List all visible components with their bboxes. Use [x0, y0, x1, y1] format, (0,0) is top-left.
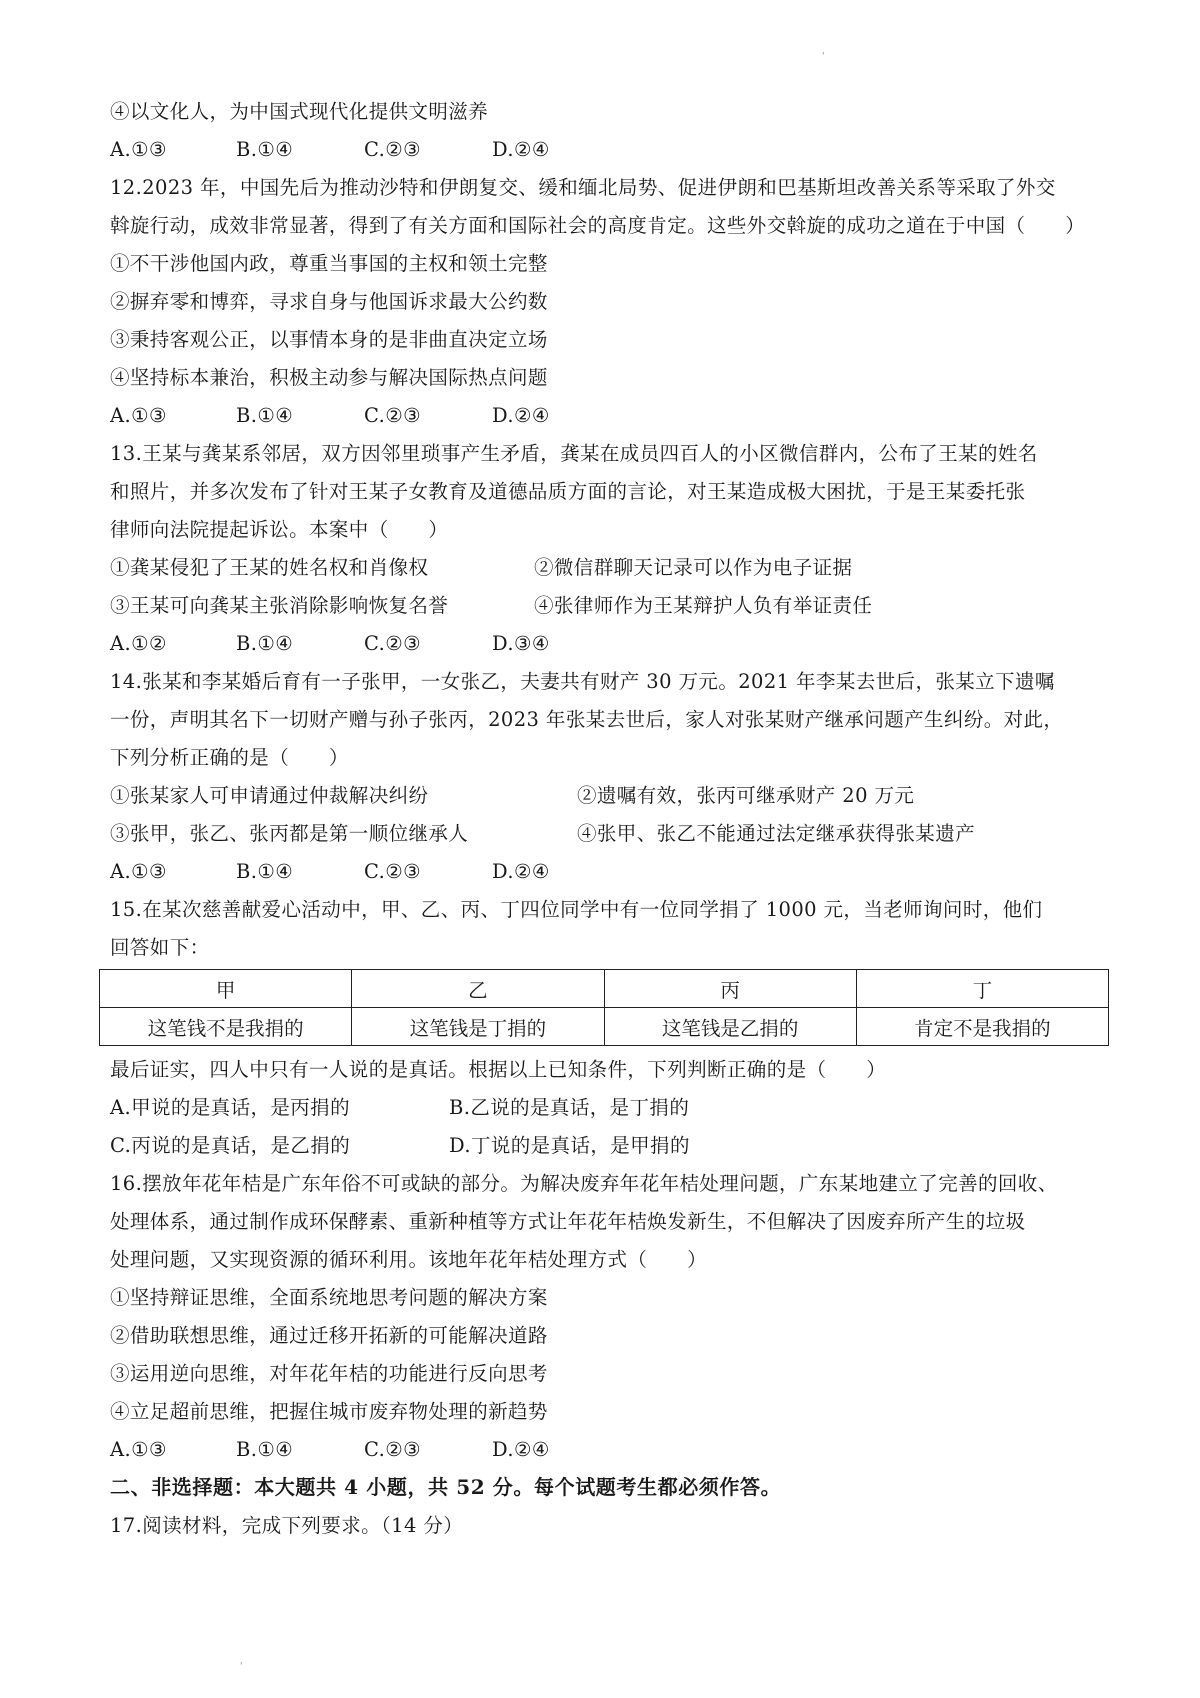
q11-option-a: A.①③: [110, 138, 167, 161]
q14-item-1: ①张某家人可申请通过仲裁解决纠纷: [110, 784, 429, 807]
q16-option-c: C.②③: [364, 1438, 421, 1461]
q14-stem-line-2: 一份，声明其名下一切财产赠与孙子张丙，2023 年张某去世后，家人对张某财产继承问题产生纠纷。对此，: [110, 708, 1064, 731]
q15-option-d: D.丁说的是真话，是甲捐的: [449, 1134, 690, 1157]
q14-option-b: B.①④: [236, 860, 294, 883]
scan-mark-top: ': [822, 52, 825, 62]
q14-option-d: D.②④: [492, 860, 550, 883]
q12-stem-line-1: 12.2023 年，中国先后为推动沙特和伊朗复交、缓和缅北局势、促进伊朗和巴基斯坦改善关系等采取了外交: [110, 176, 1056, 199]
q12-item-1: ①不干涉他国内政，尊重当事国的主权和领土完整: [110, 252, 548, 275]
q12-item-2: ②摒弃零和博弈，寻求自身与他国诉求最大公约数: [110, 290, 548, 313]
q11-option-b: B.①④: [236, 138, 294, 161]
q12-item-4: ④坚持标本兼治，积极主动参与解决国际热点问题: [110, 366, 548, 389]
q15-after-table: 最后证实，四人中只有一人说的是真话。根据以上已知条件，下列判断正确的是（ ）: [110, 1058, 887, 1081]
table-cell: 肯定不是我捐的: [856, 1008, 1108, 1046]
table-cell: 这笔钱不是我捐的: [100, 1008, 352, 1046]
q14-option-a: A.①③: [110, 860, 167, 883]
q15-option-b: B.乙说的是真话，是丁捐的: [449, 1096, 690, 1119]
q15-option-a: A.甲说的是真话，是丙捐的: [110, 1096, 350, 1119]
q11-item-4: ④以文化人，为中国式现代化提供文明滋养: [110, 100, 489, 123]
q13-stem-line-1: 13.王某与龚某系邻居，双方因邻里琐事产生矛盾，龚某在成员四百人的小区微信群内，公布了王某的姓名: [110, 442, 1038, 465]
table-header-cell: 丙: [604, 970, 856, 1008]
q16-stem-line-3: 处理问题，又实现资源的循环利用。该地年花年桔处理方式（ ）: [110, 1248, 708, 1271]
q15-option-c: C.丙说的是真话，是乙捐的: [110, 1134, 351, 1157]
section-2-heading: 二、非选择题：本大题共 4 小题，共 52 分。每个试题考生都必须作答。: [110, 1475, 782, 1499]
q13-item-2: ②微信群聊天记录可以作为电子证据: [534, 556, 853, 579]
table-header-cell: 甲: [100, 970, 352, 1008]
q13-stem-line-2: 和照片，并多次发布了针对王某子女教育及道德品质方面的言论，对王某造成极大困扰，于是王某委托张: [110, 480, 1026, 503]
q14-item-2: ②遗嘱有效，张丙可继承财产 20 万元: [577, 784, 915, 807]
q13-item-3: ③王某可向龚某主张消除影响恢复名誉: [110, 594, 449, 617]
q12-stem-line-2: 斡旋行动，成效非常显著，得到了有关方面和国际社会的高度肯定。这些外交斡旋的成功之道在于中国（ ）: [110, 214, 1086, 237]
q16-item-3: ③运用逆向思维，对年花年桔的功能进行反向思考: [110, 1362, 548, 1385]
q16-stem-line-2: 处理体系，通过制作成环保酵素、重新种植等方式让年花年桔焕发新生，不但解决了因废弃所产生的垃圾: [110, 1210, 1026, 1233]
q17-stem: 17.阅读材料，完成下列要求。（14 分）: [110, 1514, 464, 1537]
table-cell: 这笔钱是乙捐的: [604, 1008, 856, 1046]
q16-option-d: D.②④: [492, 1438, 550, 1461]
q15-stem-line-1: 15.在某次慈善献爱心活动中，甲、乙、丙、丁四位同学中有一位同学捐了 1000 元，当老师询问时，他们: [110, 898, 1043, 921]
q14-stem-line-1: 14.张某和李某婚后育有一子张甲，一女张乙，夫妻共有财产 30 万元。2021 年李某去世后，张某立下遗嘱: [110, 670, 1055, 693]
q13-item-4: ④张律师作为王某辩护人负有举证责任: [534, 594, 873, 617]
q13-option-c: C.②③: [364, 632, 421, 655]
q16-item-1: ①坚持辩证思维，全面系统地思考问题的解决方案: [110, 1286, 548, 1309]
q13-option-a: A.①②: [110, 632, 167, 655]
q13-option-d: D.③④: [492, 632, 550, 655]
table-header-row: [100, 970, 1109, 1008]
q13-item-1: ①龚某侵犯了王某的姓名权和肖像权: [110, 556, 429, 579]
q12-item-3: ③秉持客观公正，以事情本身的是非曲直决定立场: [110, 328, 548, 351]
q16-item-2: ②借助联想思维，通过迁移开拓新的可能解决道路: [110, 1324, 548, 1347]
table-cell: 这笔钱是丁捐的: [352, 1008, 604, 1046]
q13-stem-line-3: 律师向法院提起诉讼。本案中（ ）: [110, 518, 449, 541]
q12-option-a: A.①③: [110, 404, 167, 427]
q16-option-a: A.①③: [110, 1438, 167, 1461]
q16-item-4: ④立足超前思维，把握住城市废弃物处理的新趋势: [110, 1400, 548, 1423]
q14-item-3: ③张甲，张乙、张丙都是第一顺位继承人: [110, 822, 469, 845]
q11-option-d: D.②④: [492, 138, 550, 161]
q15-stem-line-2: 回答如下：: [110, 936, 210, 959]
q11-option-c: C.②③: [364, 138, 421, 161]
q16-stem-line-1: 16.摆放年花年桔是广东年俗不可或缺的部分。为解决废弃年花年桔处理问题，广东某地建立了完善的回收、: [110, 1172, 1058, 1195]
q16-option-b: B.①④: [236, 1438, 294, 1461]
q13-option-b: B.①④: [236, 632, 294, 655]
table-row: [100, 1008, 1109, 1046]
q12-option-b: B.①④: [236, 404, 294, 427]
table-header-cell: 丁: [856, 970, 1108, 1008]
table-header-cell: 乙: [352, 970, 604, 1008]
q14-stem-line-3: 下列分析正确的是（ ）: [110, 746, 349, 769]
scan-mark-bottom: ': [240, 1662, 243, 1672]
q14-option-c: C.②③: [364, 860, 421, 883]
q12-option-d: D.②④: [492, 404, 550, 427]
q15-statement-table: [99, 969, 1109, 1046]
q14-item-4: ④张甲、张乙不能通过法定继承获得张某遗产: [577, 822, 976, 845]
q12-option-c: C.②③: [364, 404, 421, 427]
